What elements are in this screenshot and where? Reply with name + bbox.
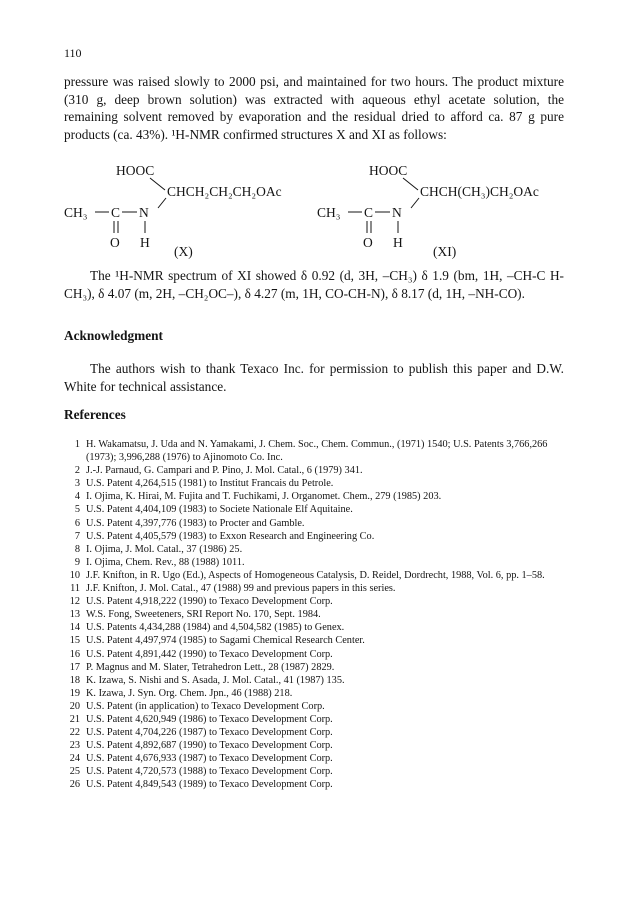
reference-number: 21 (69, 713, 80, 725)
xi-hooc: HOOC (369, 163, 408, 178)
reference-item (64, 530, 564, 543)
reference-number: 12 (69, 596, 80, 608)
reference-item (64, 464, 564, 477)
reference-text: U.S. Patent 4,620,949 (1986) to Texaco Development Corp. (86, 713, 333, 725)
acknowledgment-heading: Acknowledgment (64, 328, 163, 343)
reference-text: U.S. Patent 4,704,226 (1987) to Texaco Development Corp. (86, 727, 333, 739)
xi-hydrogen: H (393, 235, 403, 250)
reference-text: U.S. Patent 4,892,687 (1990) to Texaco Development Corp. (86, 740, 333, 752)
x-nitrogen: N (139, 205, 149, 220)
reference-number: 25 (69, 766, 80, 778)
reference-text: I. Ojima, K. Hirai, M. Fujita and T. Fuchikami, J. Organomet. Chem., 279 (1985) 203. (86, 491, 442, 503)
reference-number: 20 (69, 700, 80, 712)
reference-item (64, 726, 564, 739)
reference-number: 3 (74, 478, 80, 490)
xi-oxygen: O (363, 235, 373, 250)
reference-item (64, 569, 564, 582)
reference-list (64, 438, 564, 792)
x-chain: CHCH₂CH₂CH₂OAc (167, 184, 282, 199)
structure-x (64, 163, 282, 259)
reference-number: 5 (74, 504, 80, 516)
reference-item (64, 608, 564, 621)
reference-item (64, 661, 564, 674)
reference-item (64, 621, 564, 634)
reference-text: K. Izawa, J. Syn. Org. Chem. Jpn., 46 (1988) 218. (86, 687, 293, 699)
reference-item (64, 595, 564, 608)
reference-item (64, 556, 564, 569)
xi-chain: CHCH(CH₃)CH₂OAc (420, 184, 539, 199)
reference-text: I. Ojima, Chem. Rev., 88 (1988) 1011. (86, 556, 245, 568)
reference-number: 17 (69, 661, 80, 673)
reference-text: U.S. Patent 4,918,222 (1990) to Texaco Development Corp. (86, 596, 333, 608)
reference-item (64, 700, 564, 713)
reference-number: 4 (74, 491, 80, 503)
reference-text: U.S. Patent 4,891,442 (1990) to Texaco Development Corp. (86, 648, 333, 660)
reference-text: U.S. Patent 4,405,579 (1983) to Exxon Research and Engineering Co. (86, 530, 375, 542)
reference-number: 23 (69, 740, 80, 752)
reference-number: 10 (69, 569, 80, 581)
reference-number: 6 (74, 517, 80, 529)
reference-number: 1 (74, 439, 80, 450)
x-label: (X) (174, 244, 193, 259)
reference-number: 13 (69, 609, 80, 621)
reference-number: 22 (69, 727, 80, 739)
references-heading: References (64, 407, 126, 422)
reference-item (64, 687, 564, 700)
structure-xi (317, 163, 539, 259)
reference-number: 26 (69, 779, 80, 791)
reference-item (64, 674, 564, 687)
x-ch3: CH₃ (64, 205, 88, 220)
reference-text: I. Ojima, J. Mol. Catal., 37 (1986) 25. (86, 543, 243, 555)
reference-item (64, 778, 564, 791)
structure-figure (64, 160, 574, 260)
reference-item (64, 543, 564, 556)
reference-number: 11 (70, 583, 80, 595)
acknowledgment-paragraph: The authors wish to thank Texaco Inc. for permission to publish this paper and D.W. White for technical assistance. (64, 361, 564, 394)
reference-text: P. Magnus and M. Slater, Tetrahedron Lett., 28 (1987) 2829. (86, 661, 335, 673)
xi-ch3: CH₃ (317, 205, 341, 220)
reference-text: J.F. Knifton, J. Mol. Catal., 47 (1988) 99 and previous papers in this series. (86, 583, 396, 595)
reference-text: U.S. Patent 4,497,974 (1985) to Sagami Chemical Research Center. (86, 635, 365, 647)
reference-item (64, 477, 564, 490)
reference-item (64, 739, 564, 752)
reference-text: U.S. Patent 4,397,776 (1983) to Procter and Gamble. (86, 517, 305, 529)
reference-text: U.S. Patent 4,264,515 (1981) to Institut Francais du Petrole. (86, 478, 334, 490)
reference-text: U.S. Patent 4,676,933 (1987) to Texaco Development Corp. (86, 753, 333, 765)
reference-item (64, 765, 564, 778)
reference-number: 24 (69, 753, 80, 765)
reference-text: U.S. Patent (in application) to Texaco Development Corp. (86, 700, 325, 712)
x-oxygen: O (110, 235, 120, 250)
intro-paragraph: pressure was raised slowly to 2000 psi, and maintained for two hours. The product mixture (310 g, deep brown solution) was extracted with aqueous ethyl acetate solution, the remaining solvent removed by evaporation and the residual dried to afford ca. 87 g pure products (ca. 43%). ¹H-NMR confirmed structures X and XI as follows: (64, 74, 564, 142)
reference-text: H. Wakamatsu, J. Uda and N. Yamakami, J. Chem. Soc., Chem. Commun., (1971) 1540; U.S. Patents 3,766,266 (1973); 3,996,288 (1976) to Ajinomoto Co. Inc. (86, 439, 548, 464)
reference-number: 14 (69, 622, 80, 634)
reference-text: J.-J. Parnaud, G. Campari and P. Pino, J. Mol. Catal., 6 (1979) 341. (86, 465, 363, 477)
reference-item (64, 438, 564, 464)
xi-nitrogen: N (392, 205, 402, 220)
reference-text: J.F. Knifton, in R. Ugo (Ed.), Aspects of Homogeneous Catalysis, D. Reidel, Dordrecht, 1988, Vol. 6, pp. 1–58. (86, 569, 545, 581)
x-hydrogen: H (140, 235, 150, 250)
reference-number: 15 (69, 635, 80, 647)
reference-number: 18 (69, 674, 80, 686)
nmr-paragraph: The ¹H-NMR spectrum of XI showed δ 0.92 (d, 3H, –CH₃) δ 1.9 (bm, 1H, –CH-C H-CH₃), δ 4.07 (m, 2H, –CH₂OC–), δ 4.27 (m, 1H, CO-CH-N), δ 8.17 (d, 1H, –NH-CO). (64, 268, 564, 301)
reference-text: U.S. Patent 4,849,543 (1989) to Texaco Development Corp. (86, 779, 333, 791)
reference-number: 16 (69, 648, 80, 660)
reference-item (64, 648, 564, 661)
x-carbon: C (111, 205, 121, 220)
reference-text: U.S. Patents 4,434,288 (1984) and 4,504,582 (1985) to Genex. (86, 622, 345, 634)
reference-item (64, 582, 564, 595)
reference-item (64, 490, 564, 503)
reference-text: K. Izawa, S. Nishi and S. Asada, J. Mol. Catal., 41 (1987) 135. (86, 674, 345, 686)
reference-item (64, 517, 564, 530)
reference-number: 19 (69, 687, 80, 699)
reference-number: 9 (74, 556, 80, 568)
reference-text: U.S. Patent 4,720,573 (1988) to Texaco Development Corp. (86, 766, 333, 778)
chemical-structures (64, 160, 574, 260)
reference-number: 2 (74, 465, 80, 477)
reference-number: 7 (74, 530, 80, 542)
page-number: 110 (64, 46, 82, 60)
reference-text: W.S. Fong, Sweeteners, SRI Report No. 170, Sept. 1984. (86, 609, 321, 621)
xi-carbon: C (364, 205, 374, 220)
reference-item (64, 713, 564, 726)
reference-item (64, 634, 564, 647)
reference-item (64, 503, 564, 516)
x-hooc: HOOC (116, 163, 155, 178)
reference-text: U.S. Patent 4,404,109 (1983) to Societe Nationale Elf Aquitaine. (86, 504, 353, 516)
reference-item (64, 752, 564, 765)
reference-number: 8 (74, 543, 80, 555)
xi-label: (XI) (433, 244, 457, 259)
